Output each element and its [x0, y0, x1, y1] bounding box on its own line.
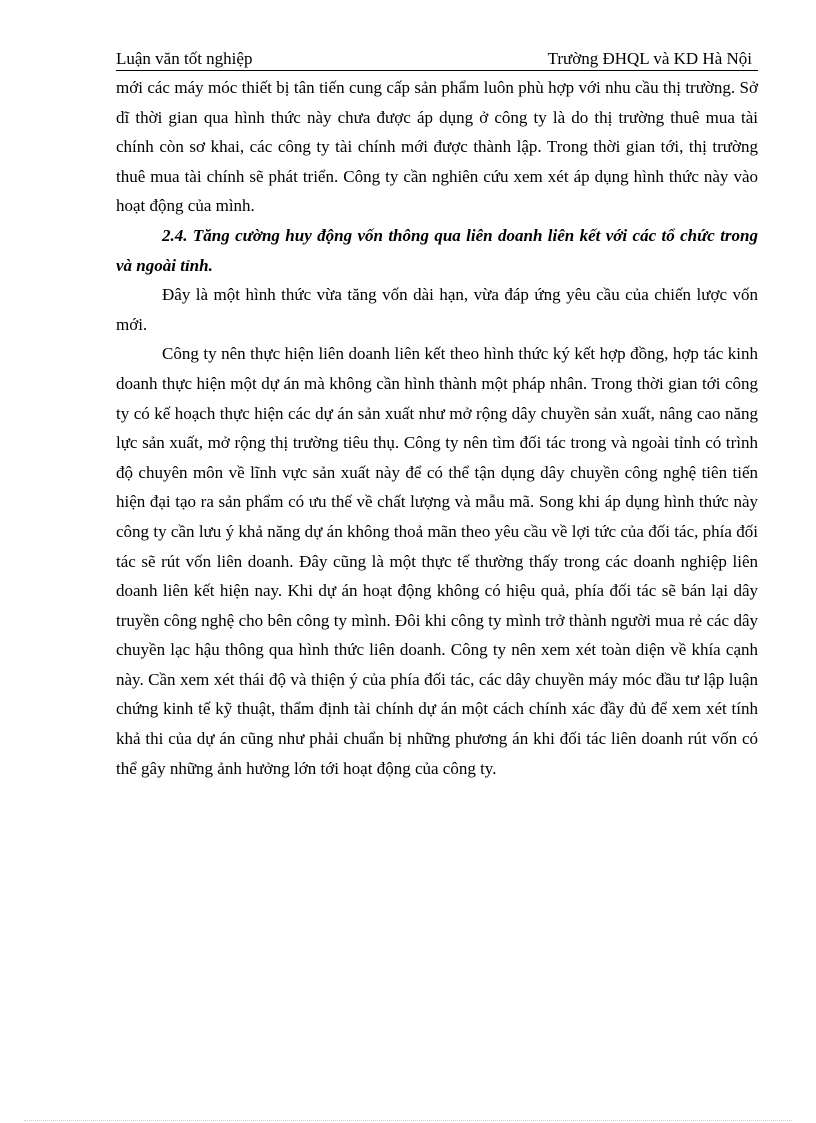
page-bottom-rule — [24, 1120, 792, 1121]
document-body — [116, 73, 758, 783]
page-header — [116, 48, 758, 71]
paragraph-main: Công ty nên thực hiện liên doanh liên kết theo hình thức ký kết hợp đồng, hợp tác kinh doanh thực hiện một dự án mà không cần hình thành một pháp nhân. Trong thời gian tới công ty có kế hoạch thực hiện các dự án sản xuất như mở rộng dây chuyền sản xuất, nâng cao năng lực sản xuất, mở rộng thị trường tiêu thụ. Công ty nên tìm đối tác trong và ngoài tỉnh có trình độ chuyên môn về lĩnh vực sản xuất này để có thể tận dụng dây chuyền công nghệ tiên tiến hiện đại tạo ra sản phẩm có ưu thế về chất lượng và mẫu mã. Song khi áp dụng hình thức này công ty cần lưu ý khả năng dự án không thoả mãn theo yêu cầu về lợi tức của đối tác, phía đối tác sẽ rút vốn liên doanh. Đây cũng là một thực tế thường thấy trong các doanh nghiệp liên doanh liên kết hiện nay. Khi dự án hoạt động không có hiệu quả, phía đối tác sẽ bán lại dây truyền công nghệ cho bên công ty mình. Đôi khi công ty mình trở thành người mua rẻ các dây chuyền lạc hậu thông qua hình thức liên doanh. Công ty nên xem xét toàn diện về khía cạnh này. Cần xem xét thái độ và thiện ý của phía đối tác, các dây chuyền máy móc đầu tư lập luận chứng kinh tế kỹ thuật, thẩm định tài chính dự án một cách chính xác đầy đủ để xem xét tính khả thi của dự án cũng như phải chuẩn bị những phương án khi đối tác liên doanh rút vốn có thể gây những ảnh hưởng lớn tới hoạt động của công ty. — [116, 344, 758, 778]
paragraph-intro: Đây là một hình thức vừa tăng vốn dài hạn, vừa đáp ứng yêu cầu của chiến lược vốn mới. — [116, 285, 758, 334]
section-heading-2-4: 2.4. Tăng cường huy động vốn thông qua liên doanh liên kết với các tổ chức trong và ngoài tỉnh. — [116, 225, 758, 275]
paragraph-continuation: mới các máy móc thiết bị tân tiến cung cấp sản phẩm luôn phù hợp với nhu cầu thị trường. Sở dĩ thời gian qua hình thức này chưa được áp dụng ở công ty là do thị trường thuê mua tài chính còn sơ khai, các công ty tài chính mới được thành lập. Trong thời gian tới, thị trường thuê mua tài chính sẽ phát triển. Công ty cần nghiên cứu xem xét áp dụng hình thức này vào hoạt động của mình. — [116, 78, 758, 216]
header-thesis-title: Luận văn tốt nghiệp — [116, 49, 253, 68]
header-university-name: Trường ĐHQL và KD Hà Nội — [547, 49, 752, 68]
